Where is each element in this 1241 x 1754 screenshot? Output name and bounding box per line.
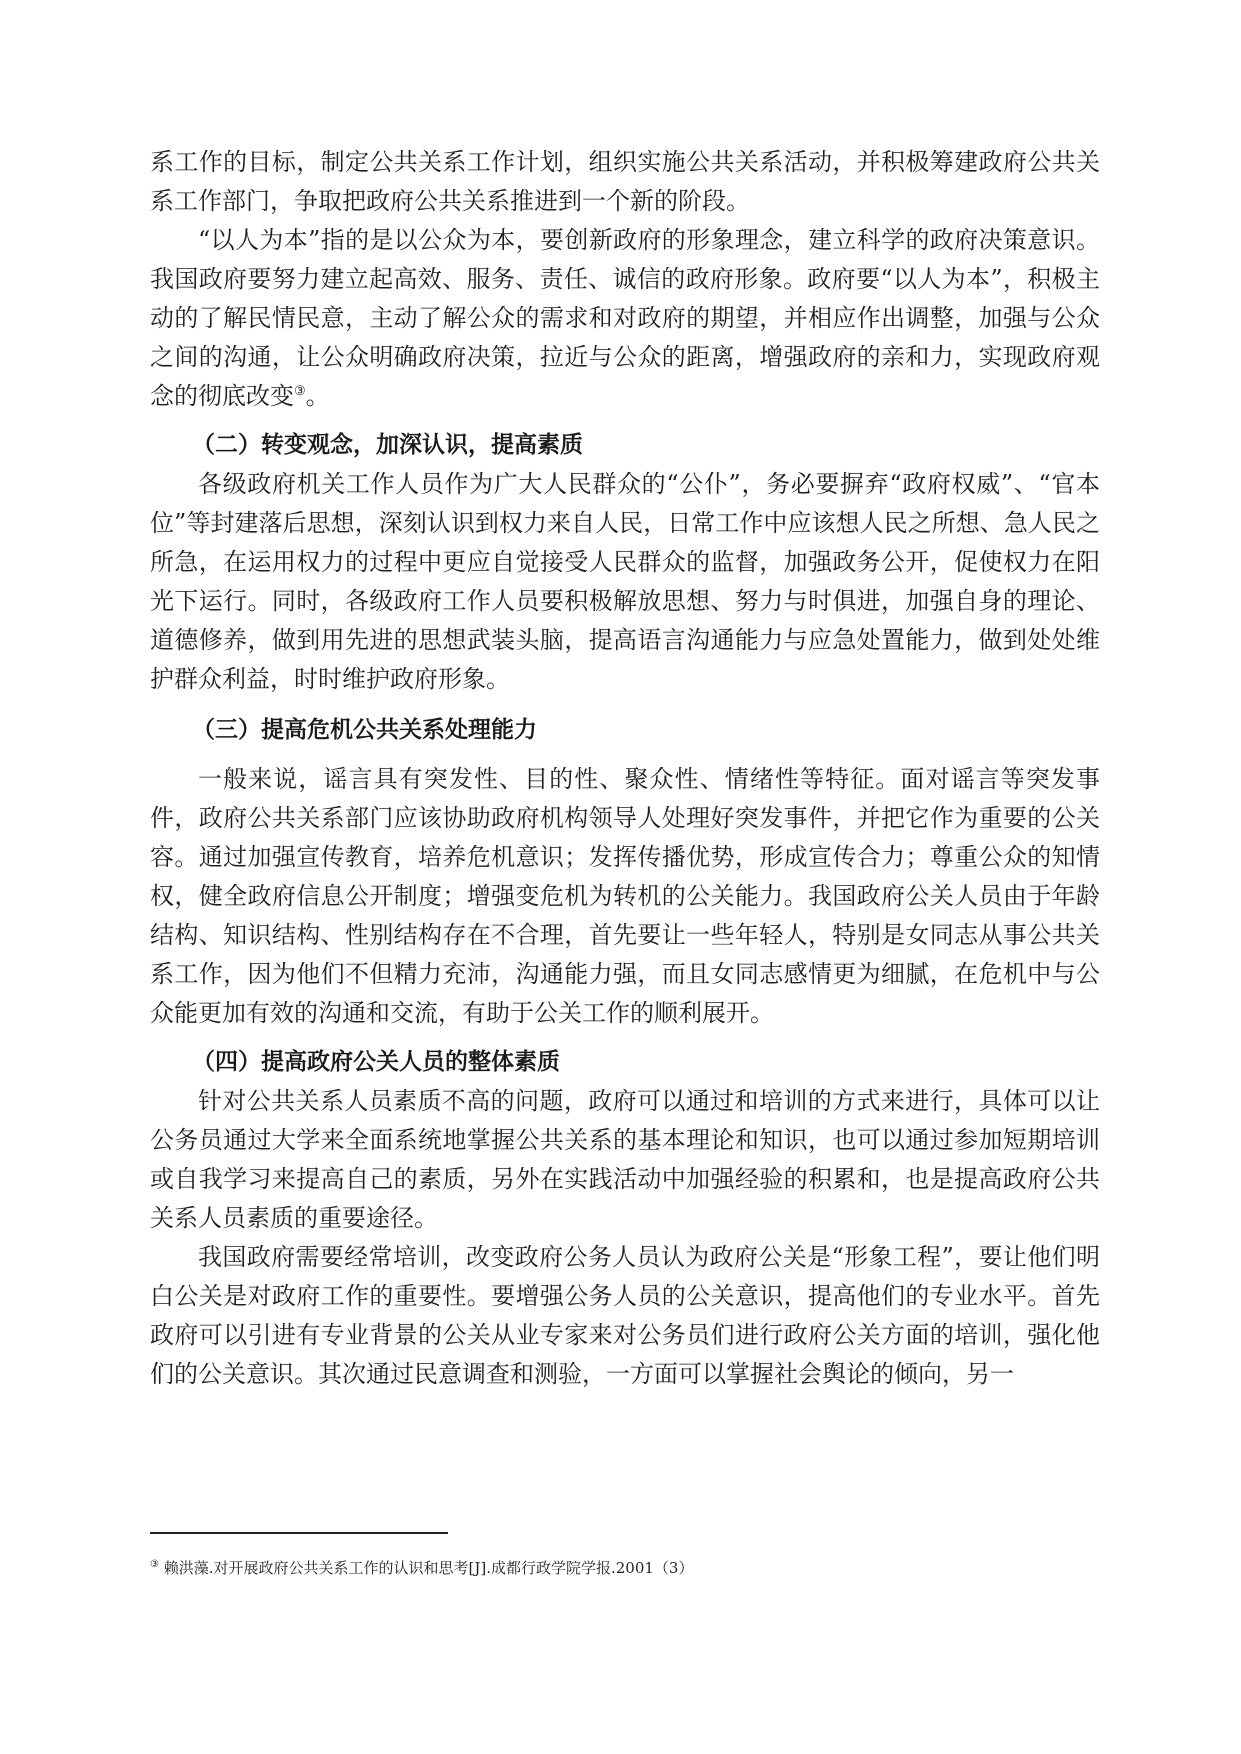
footnote [150, 1558, 1100, 1578]
paragraph-people-oriented [150, 221, 1100, 416]
paragraph-end: 。 [305, 382, 330, 410]
footnote-mark: ③ [150, 1559, 159, 1570]
paragraph-text: “以人为本”指的是以公众为本，要创新政府的形象理念，建立科学的政府决策意识。我国政府要努力建立起高效、服务、责任、诚信的政府形象。政府要“以人为本”，积极主动的了解民情民意，主动了解公众的需求和对政府的期望，并相应作出调整，加强与公众之间的沟通，让公众明确政府决策，拉近与公众的距离，增强政府的亲和力，实现政府观念的彻底改变 [150, 226, 1100, 410]
footnote-text: 赖洪藻.对开展政府公共关系工作的认识和思考[J].成都行政学院学报.2001（3） [158, 1559, 694, 1577]
paragraph-crisis: 一般来说，谣言具有突发性、目的性、聚众性、情绪性等特征。面对谣言等突发事件，政府公共关系部门应该协助政府机构领导人处理好突发事件，并把它作为重要的公关容。通过加强宣传教育，培养危机意识；发挥传播优势，形成宣传合力；尊重公众的知情权，健全政府信息公开制度；增强变危机为转机的公关能力。我国政府公关人员由于年龄结构、知识结构、性别结构存在不合理，首先要让一些年轻人，特别是女同志从事公共关系工作，因为他们不但精力充沛，沟通能力强，而且女同志感情更为细腻，在危机中与公众能更加有效的沟通和交流，有助于公关工作的顺利展开。 [150, 765, 1100, 1027]
paragraph-training: 针对公共关系人员素质不高的问题，政府可以通过和培训的方式来进行，具体可以让公务员通过大学来全面系统地掌握公共关系的基本理论和知识，也可以通过参加短期培训或自我学习来提高自己的素质，另外在实践活动中加强经验的积累和，也是提高政府公共关系人员素质的重要途径。 [150, 1087, 1100, 1232]
body-text [150, 143, 1100, 1394]
section-heading-3: （三）提高危机公共关系处理能力 [192, 717, 537, 743]
footnote-reference[interactable]: ③ [294, 384, 306, 399]
paragraph-concepts: 各级政府机关工作人员作为广大人民群众的“公仆”，务必要摒弃“政府权威”、“官本位”等封建落后思想，深刻认识到权力来自人民，日常工作中应该想人民之所想、急人民之所急，在运用权力的过程中更应自觉接受人民群众的监督，加强政务公开，促使权力在阳光下运行。同时，各级政府工作人员要积极解放思想、努力与时俱进，加强自身的理论、道德修养，做到用先进的思想武装头脑，提高语言沟通能力与应急处置能力，做到处处维护群众利益，时时维护政府形象。 [150, 470, 1100, 693]
section-heading-4: （四）提高政府公关人员的整体素质 [192, 1049, 560, 1075]
paragraph-regular-training: 我国政府需要经常培训，改变政府公务人员认为政府公关是“形象工程”，要让他们明白公关是对政府工作的重要性。要增强公务人员的公关意识，提高他们的专业水平。首先政府可以引进有专业背景的公关从业专家来对公务员们进行政府公关方面的培训，强化他们的公关意识。其次通过民意调查和测验，一方面可以掌握社会舆论的倾向，另一 [150, 1243, 1100, 1388]
footnote-divider [150, 1532, 448, 1534]
section-heading-2: （二）转变观念，加深认识，提高素质 [192, 432, 583, 458]
paragraph-continuation: 系工作的目标，制定公共关系工作计划，组织实施公共关系活动，并积极筹建政府公共关系工作部门，争取把政府公共关系推进到一个新的阶段。 [150, 148, 1100, 215]
